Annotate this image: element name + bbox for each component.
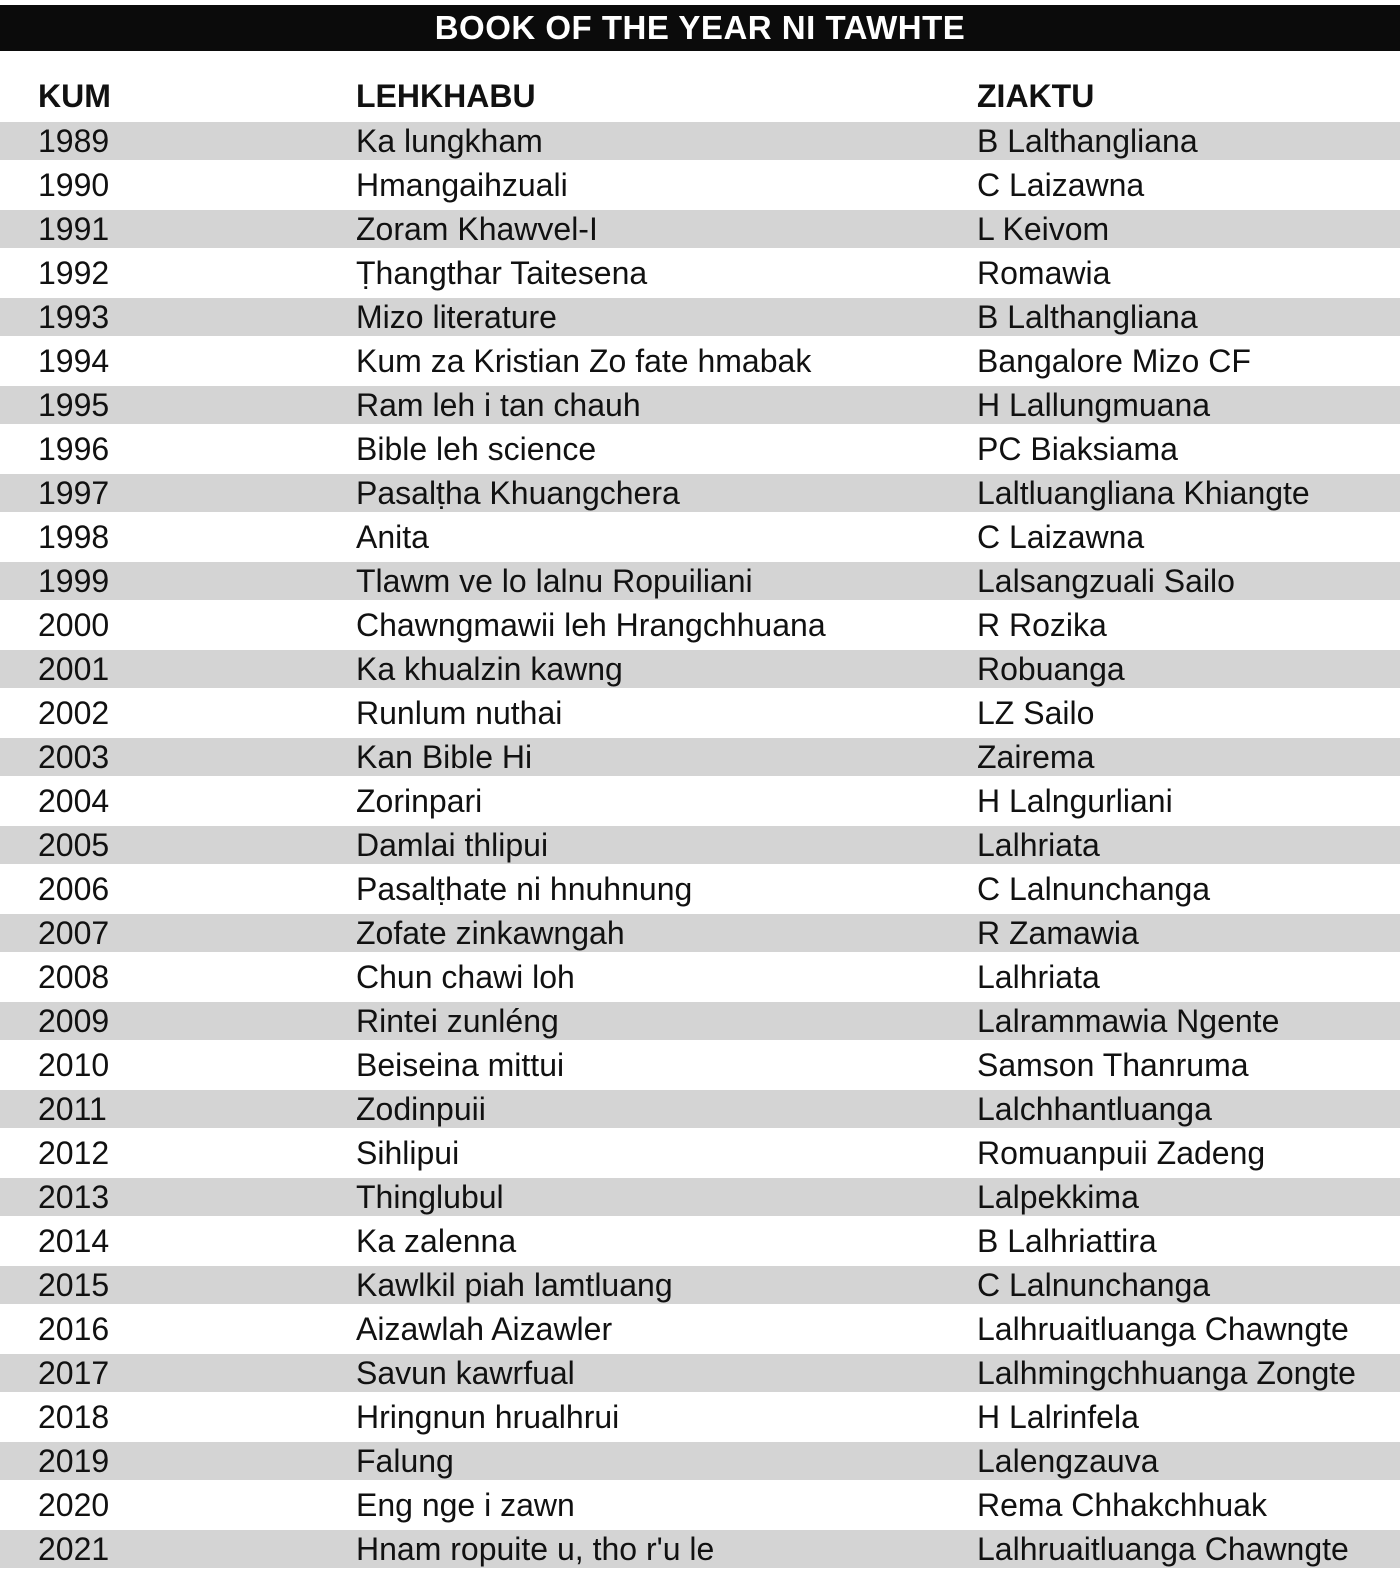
cell-kum: 2002 bbox=[38, 695, 110, 731]
cell-ziaktu: Zairema bbox=[977, 739, 1095, 775]
table-row bbox=[0, 1442, 1400, 1480]
cell-ziaktu: C Lalnunchanga bbox=[977, 871, 1211, 907]
cell-kum: 2013 bbox=[38, 1179, 110, 1215]
table-row bbox=[0, 694, 1400, 732]
cell-lehkhabu: Kawlkil piah lamtluang bbox=[356, 1267, 673, 1303]
cell-kum: 2008 bbox=[38, 959, 110, 995]
cell-lehkhabu: Ka zalenna bbox=[356, 1223, 517, 1259]
table-row bbox=[0, 1354, 1400, 1392]
table-row bbox=[0, 738, 1400, 776]
cell-kum: 2018 bbox=[38, 1399, 110, 1435]
table-row bbox=[0, 1310, 1400, 1348]
cell-kum: 2017 bbox=[38, 1355, 110, 1391]
cell-ziaktu: Bangalore Mizo CF bbox=[977, 343, 1251, 379]
cell-lehkhabu: Anita bbox=[356, 519, 429, 555]
table-row bbox=[0, 914, 1400, 952]
cell-lehkhabu: Falung bbox=[356, 1443, 454, 1479]
cell-ziaktu: Romuanpuii Zadeng bbox=[977, 1135, 1266, 1171]
cell-ziaktu: H Lalrinfela bbox=[977, 1399, 1139, 1435]
cell-kum: 2009 bbox=[38, 1003, 110, 1039]
cell-kum: 2019 bbox=[38, 1443, 110, 1479]
cell-ziaktu: B Lalthangliana bbox=[977, 123, 1198, 159]
table-row bbox=[0, 342, 1400, 380]
cell-ziaktu: Lalengzauva bbox=[977, 1443, 1159, 1479]
cell-lehkhabu: Ka lungkham bbox=[356, 123, 543, 159]
cell-lehkhabu: Rintei zunléng bbox=[356, 1003, 559, 1039]
cell-lehkhabu: Thinglubul bbox=[356, 1179, 504, 1215]
cell-lehkhabu: Eng nge i zawn bbox=[356, 1487, 575, 1523]
cell-kum: 2012 bbox=[38, 1135, 110, 1171]
table-row bbox=[0, 254, 1400, 292]
cell-lehkhabu: Chawngmawii leh Hrangchhuana bbox=[356, 607, 826, 643]
cell-kum: 1993 bbox=[38, 299, 110, 335]
cell-lehkhabu: Savun kawrfual bbox=[356, 1355, 575, 1391]
cell-ziaktu: Lalhruaitluanga Chawngte bbox=[977, 1311, 1349, 1347]
table-row bbox=[0, 122, 1400, 160]
table-title: BOOK OF THE YEAR NI TAWHTE bbox=[0, 5, 1400, 51]
cell-lehkhabu: Damlai thlipui bbox=[356, 827, 549, 863]
cell-kum: 2005 bbox=[38, 827, 110, 863]
cell-kum: 2014 bbox=[38, 1223, 110, 1259]
cell-ziaktu: H Lallungmuana bbox=[977, 387, 1211, 423]
cell-lehkhabu: Mizo literature bbox=[356, 299, 557, 335]
cell-kum: 1994 bbox=[38, 343, 110, 379]
cell-lehkhabu: Pasalṭhate ni hnuhnung bbox=[356, 871, 693, 907]
cell-lehkhabu: Ka khualzin kawng bbox=[356, 651, 623, 687]
cell-kum: 2016 bbox=[38, 1311, 110, 1347]
cell-ziaktu: Lalrammawia Ngente bbox=[977, 1003, 1280, 1039]
cell-ziaktu: LZ Sailo bbox=[977, 695, 1095, 731]
cell-ziaktu: C Laizawna bbox=[977, 167, 1145, 203]
table-row bbox=[0, 1046, 1400, 1084]
cell-lehkhabu: Aizawlah Aizawler bbox=[356, 1311, 613, 1347]
cell-kum: 2010 bbox=[38, 1047, 110, 1083]
cell-lehkhabu: Hringnun hrualhrui bbox=[356, 1399, 620, 1435]
table-row bbox=[0, 1222, 1400, 1260]
cell-ziaktu: R Zamawia bbox=[977, 915, 1139, 951]
cell-ziaktu: Lalhriata bbox=[977, 959, 1100, 995]
cell-ziaktu: Lalchhantluanga bbox=[977, 1091, 1212, 1127]
cell-lehkhabu: Ṭhangthar Taitesena bbox=[356, 255, 648, 291]
cell-ziaktu: Rema Chhakchhuak bbox=[977, 1487, 1267, 1523]
table-row bbox=[0, 1002, 1400, 1040]
table-row bbox=[0, 430, 1400, 468]
header-kum: KUM bbox=[38, 78, 111, 114]
cell-kum: 2004 bbox=[38, 783, 110, 819]
cell-lehkhabu: Pasalṭha Khuangchera bbox=[356, 475, 680, 511]
cell-lehkhabu: Kan Bible Hi bbox=[356, 739, 533, 775]
cell-kum: 1991 bbox=[38, 211, 110, 247]
table-row bbox=[0, 650, 1400, 688]
cell-ziaktu: Lalpekkima bbox=[977, 1179, 1139, 1215]
cell-kum: 2021 bbox=[38, 1531, 110, 1567]
cell-kum: 1997 bbox=[38, 475, 110, 511]
cell-lehkhabu: Zorinpari bbox=[356, 783, 483, 819]
cell-ziaktu: B Lalhriattira bbox=[977, 1223, 1157, 1259]
cell-kum: 1999 bbox=[38, 563, 110, 599]
cell-ziaktu: B Lalthangliana bbox=[977, 299, 1198, 335]
cell-lehkhabu: Sihlipui bbox=[356, 1135, 460, 1171]
cell-kum: 2003 bbox=[38, 739, 110, 775]
cell-ziaktu: Lalsangzuali Sailo bbox=[977, 563, 1235, 599]
table-row bbox=[0, 298, 1400, 336]
cell-kum: 1995 bbox=[38, 387, 110, 423]
table-row bbox=[0, 826, 1400, 864]
cell-ziaktu: Laltluangliana Khiangte bbox=[977, 475, 1310, 511]
table-row bbox=[0, 1530, 1400, 1568]
cell-kum: 2001 bbox=[38, 651, 110, 687]
cell-kum: 1992 bbox=[38, 255, 110, 291]
table-row bbox=[0, 210, 1400, 248]
cell-lehkhabu: Hmangaihzuali bbox=[356, 167, 568, 203]
cell-kum: 1990 bbox=[38, 167, 110, 203]
cell-lehkhabu: Beiseina mittui bbox=[356, 1047, 565, 1083]
table-row bbox=[0, 1486, 1400, 1524]
cell-kum: 2006 bbox=[38, 871, 110, 907]
cell-kum: 1996 bbox=[38, 431, 110, 467]
cell-ziaktu: Romawia bbox=[977, 255, 1111, 291]
cell-ziaktu: Lalhriata bbox=[977, 827, 1100, 863]
cell-ziaktu: H Lalngurliani bbox=[977, 783, 1173, 819]
cell-ziaktu: Robuanga bbox=[977, 651, 1125, 687]
cell-ziaktu: Lalhmingchhuanga Zongte bbox=[977, 1355, 1356, 1391]
cell-kum: 2015 bbox=[38, 1267, 110, 1303]
table-row bbox=[0, 1090, 1400, 1128]
cell-lehkhabu: Bible leh science bbox=[356, 431, 597, 467]
cell-lehkhabu: Tlawm ve lo lalnu Ropuiliani bbox=[356, 563, 753, 599]
cell-lehkhabu: Ram leh i tan chauh bbox=[356, 387, 641, 423]
table-body bbox=[0, 122, 1400, 1574]
cell-kum: 2020 bbox=[38, 1487, 110, 1523]
cell-ziaktu: C Laizawna bbox=[977, 519, 1145, 555]
table-row bbox=[0, 562, 1400, 600]
cell-lehkhabu: Zofate zinkawngah bbox=[356, 915, 625, 951]
cell-lehkhabu: Kum za Kristian Zo fate hmabak bbox=[356, 343, 812, 379]
cell-ziaktu: L Keivom bbox=[977, 211, 1110, 247]
header-lehkhabu: LEHKHABU bbox=[356, 78, 536, 114]
cell-kum: 2000 bbox=[38, 607, 110, 643]
cell-kum: 2007 bbox=[38, 915, 110, 951]
table-row bbox=[0, 606, 1400, 644]
table-row bbox=[0, 518, 1400, 556]
cell-ziaktu: Lalhruaitluanga Chawngte bbox=[977, 1531, 1349, 1567]
table-row bbox=[0, 166, 1400, 204]
cell-lehkhabu: Zoram Khawvel-I bbox=[356, 211, 598, 247]
cell-lehkhabu: Zodinpuii bbox=[356, 1091, 486, 1127]
table-row bbox=[0, 386, 1400, 424]
table-row bbox=[0, 958, 1400, 996]
table-row bbox=[0, 1178, 1400, 1216]
cell-ziaktu: Samson Thanruma bbox=[977, 1047, 1249, 1083]
table-row bbox=[0, 870, 1400, 908]
cell-kum: 2011 bbox=[38, 1091, 107, 1127]
cell-ziaktu: PC Biaksiama bbox=[977, 431, 1178, 467]
table-row bbox=[0, 474, 1400, 512]
table-row bbox=[0, 1134, 1400, 1172]
table-row bbox=[0, 782, 1400, 820]
header-ziaktu: ZIAKTU bbox=[977, 78, 1095, 114]
cell-kum: 1998 bbox=[38, 519, 110, 555]
cell-lehkhabu: Chun chawi loh bbox=[356, 959, 575, 995]
table-row bbox=[0, 1398, 1400, 1436]
cell-ziaktu: R Rozika bbox=[977, 607, 1107, 643]
cell-lehkhabu: Runlum nuthai bbox=[356, 695, 563, 731]
cell-kum: 1989 bbox=[38, 123, 110, 159]
cell-ziaktu: C Lalnunchanga bbox=[977, 1267, 1211, 1303]
table-header bbox=[0, 73, 1400, 119]
table-row bbox=[0, 1266, 1400, 1304]
cell-lehkhabu: Hnam ropuite u, tho r'u le bbox=[356, 1531, 715, 1567]
